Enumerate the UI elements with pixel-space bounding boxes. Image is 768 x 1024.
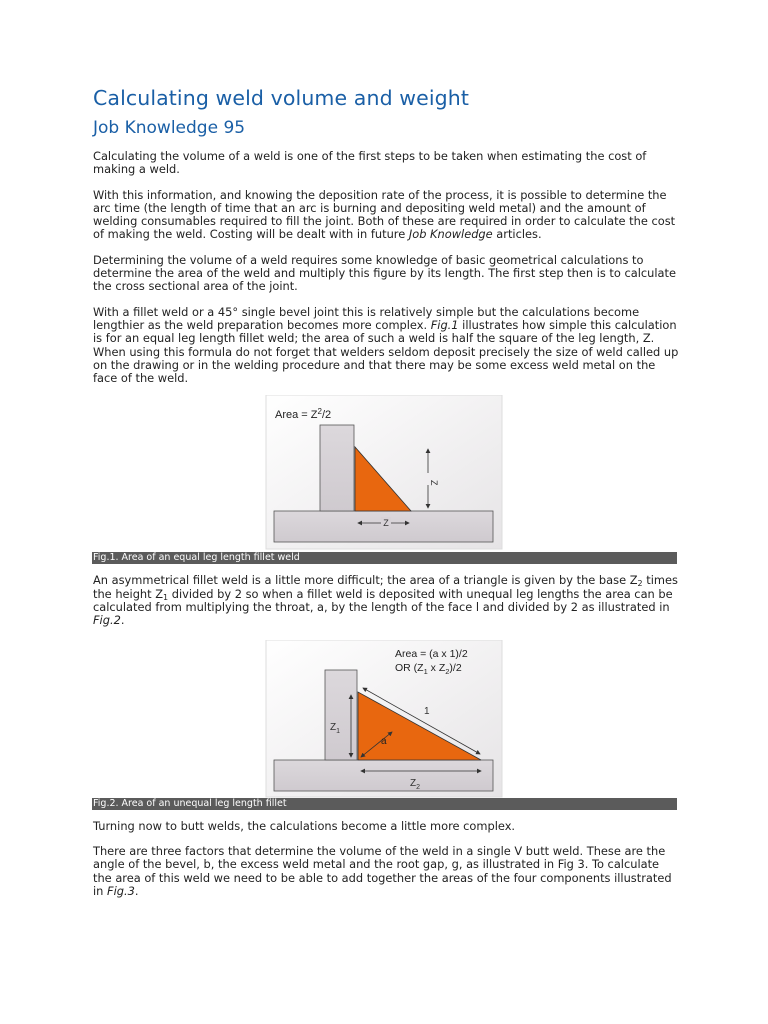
formula-subscript: 1 xyxy=(423,666,428,676)
formula-superscript: 2 xyxy=(317,407,322,417)
article xyxy=(93,86,679,910)
figure-1 xyxy=(93,397,679,552)
paragraph-fillet xyxy=(93,306,679,386)
fig2-upright-plate xyxy=(325,670,357,760)
label-subscript: 1 xyxy=(336,727,341,735)
label-text: Z xyxy=(410,777,417,789)
emphasis: Fig.2 xyxy=(93,613,121,628)
fig1-caption: Fig.1. Area of an equal leg length fillet weld xyxy=(92,552,677,564)
text-run: With this information, and knowing the deposition rate of the process, it is possible to determine the arc time (the length of time that an arc is burning and depositing weld metal) and the amount of welding consumables required to fill the joint. Both of these are required in order to calculate the cost of making the weld. Costing will be dealt with in future xyxy=(93,187,676,242)
text-run: With a fillet weld or a 45° single bevel joint this is relatively simple but the calculations become lengthier as the weld preparation becomes more complex. xyxy=(93,304,640,332)
text-run: There are three factors that determine the volume of the weld in a single V butt weld. These are the angle of the bevel, b, the excess weld metal and the root gap, g, as illustrated in Fig 3. To calculate the area of this weld we need to be able to add together the areas of the four components illustrated in xyxy=(93,843,672,898)
paragraph-geometry: Determining the volume of a weld requires some knowledge of basic geometrical calculations to determine the area of the weld and multiply this figure by its length. The first step then is to calculate the cross sectional area of the joint. xyxy=(93,252,676,294)
page-subtitle: Job Knowledge 95 xyxy=(93,118,246,138)
label-subscript: 2 xyxy=(416,783,421,791)
formula-text: /2 xyxy=(321,409,332,422)
emphasis: Fig.1 xyxy=(430,317,459,332)
fig2-diagram xyxy=(93,640,679,798)
fig1-label-z-vertical: Z xyxy=(429,480,439,486)
paragraph-intro: Calculating the volume of a weld is one of the first steps to be taken when estimating the cost of making a weld. xyxy=(93,149,647,177)
text-run: . xyxy=(134,883,139,898)
subscript: 2 xyxy=(637,579,643,589)
formula-text: )/2 xyxy=(449,661,462,674)
paragraph-single-v xyxy=(93,845,679,898)
fig2-label-l: 1 xyxy=(424,705,430,717)
subscript: 1 xyxy=(163,592,169,602)
fig1-diagram xyxy=(93,395,679,550)
fig2-caption: Fig.2. Area of an unequal leg length fillet xyxy=(92,798,677,810)
fig2-formula-line2 xyxy=(395,662,462,676)
text-run: times the height Z xyxy=(93,573,678,601)
formula-text: Area = Z xyxy=(275,409,318,422)
formula-text: x Z xyxy=(427,661,446,674)
text-run: divided by 2 so when a fillet weld is deposited with unequal leg lengths the area can be calculated from multiplying the throat, a, by the length of the face l and divided by 2 as illustrated in xyxy=(93,586,673,615)
paragraph-butt-welds: Turning now to butt welds, the calculations become a little more complex. xyxy=(93,818,516,833)
text-run: illustrates how simple this calculation is for an equal leg length fillet weld; the area of such a weld is half the square of the leg length, Z. When using this formula do not forget that welders seldom deposit precisely the size of weld called up on the drawing or in the welding procedure and that there may be some excess weld metal on the face of the weld. xyxy=(93,317,679,386)
formula-text: OR (Z xyxy=(395,661,424,674)
text-run: . xyxy=(120,613,125,628)
formula-subscript: 2 xyxy=(445,666,450,676)
fig2-label-a: a xyxy=(381,735,387,747)
text-run: An asymmetrical fillet weld is a little more difficult; the area of a triangle is given by the base Z xyxy=(93,573,638,588)
fig1-label-z-horizontal: Z xyxy=(383,518,389,529)
text-run: articles. xyxy=(492,227,542,242)
paragraph-asymmetric xyxy=(93,574,679,627)
page-title: Calculating weld volume and weight xyxy=(93,86,470,110)
emphasis: Job Knowledge xyxy=(408,227,493,242)
figure-2 xyxy=(93,640,679,798)
fig2-formula-line1: Area = (a x 1)/2 xyxy=(395,647,468,660)
fig1-upright-plate xyxy=(320,425,354,511)
emphasis: Fig.3 xyxy=(107,883,135,898)
paragraph-arc-time xyxy=(93,189,679,242)
label-text: Z xyxy=(330,721,337,733)
fig1-formula xyxy=(275,407,331,421)
fig2-base-plate xyxy=(274,760,493,791)
